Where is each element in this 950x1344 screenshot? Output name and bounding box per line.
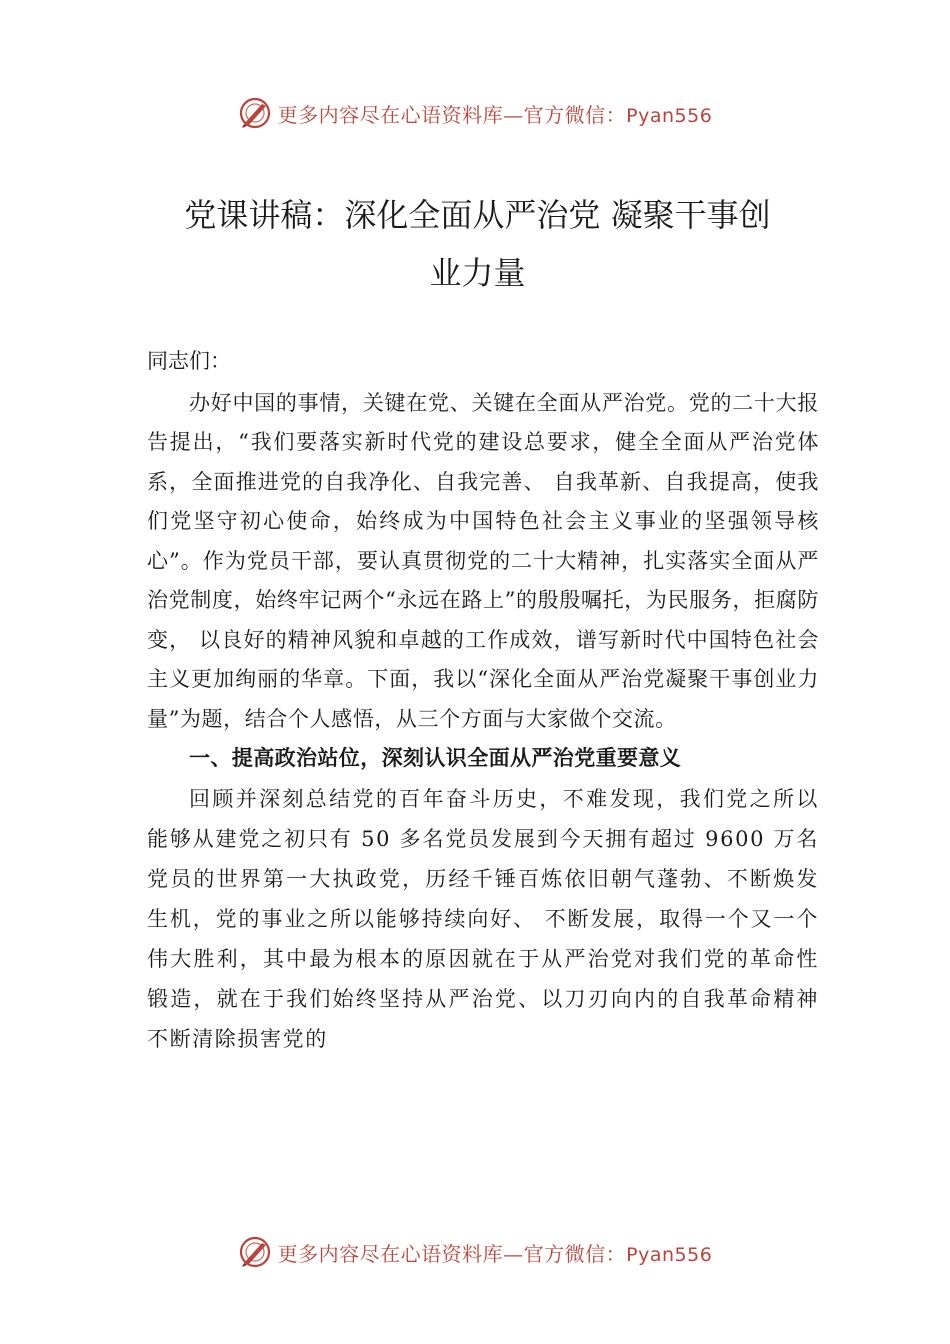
pen-logo-icon xyxy=(238,1235,272,1269)
wechat-id: Pyan556 xyxy=(626,104,713,127)
title-line-2: 业力量 xyxy=(429,254,526,292)
document-body xyxy=(147,342,819,1059)
title-line-1: 党课讲稿：深化全面从严治党 凝聚干事创 xyxy=(184,196,771,234)
banner-text: 更多内容尽在心语资料库—官方微信：Pyan556 xyxy=(277,102,713,127)
footer-banner xyxy=(0,1232,950,1272)
paragraph-intro: 办好中国的事情，关键在党、关键在全面从严治党。党的二十大报告提出，“我们要落实新时代党的建设总要求，健全全面从严治党体系，全面推进党的自我净化、自我完善、 自我革新、自我提高，使我们党坚守初心使命，始终成为中国特色社会主义事业的坚强领导核心”。作为党员干部，要认真贯彻党的二十大精神，扎实落实全面从严治党制度，始终牢记两个“永远在路上”的殷殷嘱托，为民服务，拒腐防变， 以良好的精神风貌和卓越的工作成效，谱写新时代中国特色社会主义更加绚丽的华章。下面，我以“深化全面从严治党凝聚干事创业力量”为题，结合个人感悟，从三个方面与大家做个交流。 xyxy=(147,390,819,731)
pen-logo-icon xyxy=(238,96,272,130)
banner-text: 更多内容尽在心语资料库—官方微信：Pyan556 xyxy=(277,1241,713,1266)
wechat-id: Pyan556 xyxy=(626,1243,713,1266)
paragraph-section-1: 回顾并深刻总结党的百年奋斗历史，不难发现，我们党之所以能够从建党之初只有 50 多名党员发展到今天拥有超过 9600 万名党员的世界第一大执政党，历经千锤百炼依旧朝气蓬勃、不断焕发生机，党的事业之所以能够持续向好、 不断发展，取得一个又一个伟大胜利，其中最为根本的原因就在于从严治党对我们党的革命性锻造，就在于我们始终坚持从严治党、以刀刃向内的自我革命精神不断清除损害党的 xyxy=(147,786,819,1051)
salutation: 同志们： xyxy=(147,349,231,373)
header-banner xyxy=(0,93,950,133)
section-heading-1: 一、提高政治站位，深刻认识全面从严治党重要意义 xyxy=(189,746,682,770)
document-title xyxy=(145,186,810,302)
